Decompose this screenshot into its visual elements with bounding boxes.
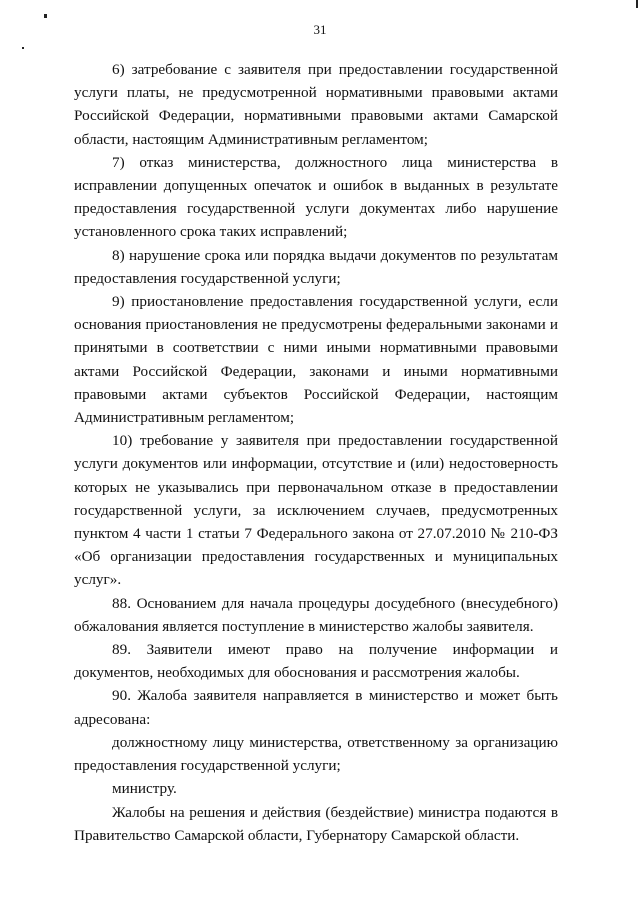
list-item-8: 8) нарушение срока или порядка выдачи документов по результатам предоставления государственной услуги;: [74, 246, 558, 287]
addressee-minister: министру.: [112, 780, 177, 798]
list-item-9: 9) приостановление предоставления государственной услуги, если основания приостановления не предусмотрены федеральными законами и принятыми в соответствии с ними иными нормативными правовыми актами Российской Федерации, законами и иными нормативными правовыми актами субъектов Российской Федерации, настоящим Административным регламентом;: [74, 293, 558, 427]
clause-88: 88. Основанием для начала процедуры досудебного (внесудебного) обжалования является поступление в министерство жалобы заявителя.: [74, 594, 558, 635]
list-item-7: 7) отказ министерства, должностного лица министерства в исправлении допущенных опечаток и ошибок в выданных в результате предоставления государственной услуги документах либо нарушение установленного срока таких исправлений;: [74, 153, 558, 241]
list-item-10: 10) требование у заявителя при предоставлении государственной услуги документов или информации, отсутствие и (или) недостоверность которых не указывались при первоначальном отказе в предоставлении государственной услуги, за исключением случаев, предусмотренных пунктом 4 части 1 статьи 7 Федерального закона от 27.07.2010 № 210-ФЗ «Об организации предоставления государственных и муниципальных услуг».: [74, 432, 558, 589]
scan-artifact-dot: [22, 47, 24, 49]
page-number: 31: [313, 22, 327, 37]
document-body: [74, 58, 558, 847]
clause-90: 90. Жалоба заявителя направляется в министерство и может быть адресована:: [74, 687, 558, 728]
clause-89: 89. Заявители имеют право на получение информации и документов, необходимых для обоснования и рассмотрения жалобы.: [74, 641, 558, 682]
addressee-official: должностному лицу министерства, ответственному за организацию предоставления государственной услуги;: [74, 733, 558, 775]
scan-artifact-dot: [44, 14, 47, 18]
complaints-against-minister: Жалобы на решения и действия (бездействие) министра подаются в Правительство Самарской области, Губернатору Самарской области.: [74, 803, 558, 844]
scan-artifact-edge: [636, 0, 638, 8]
list-item-6: 6) затребование с заявителя при предоставлении государственной услуги платы, не предусмотренной нормативными правовыми актами Российской Федерации, нормативными правовыми актами Самарской области, настоящим Административным регламентом;: [74, 61, 558, 148]
